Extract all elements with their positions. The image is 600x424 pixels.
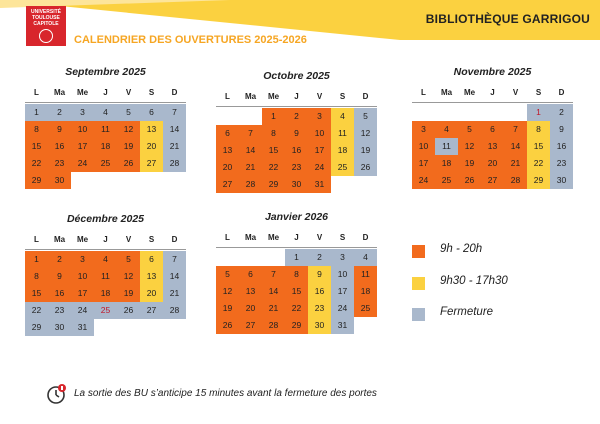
day-cell: 27 [239, 317, 262, 334]
day-cell: 3 [71, 104, 94, 121]
day-cell: 30 [550, 172, 573, 189]
day-cell: 11 [331, 125, 354, 142]
weekday-header: L [34, 88, 39, 97]
weekday-header: D [362, 233, 369, 242]
day-cell: 30 [48, 172, 71, 189]
day-cell: 19 [354, 142, 377, 159]
library-name: BIBLIOTHÈQUE GARRIGOU [425, 12, 590, 26]
day-cell: 13 [481, 138, 504, 155]
weekday-header: V [125, 235, 132, 244]
weekday-header: L [225, 233, 230, 242]
month-november [412, 66, 573, 196]
day-cell: 22 [25, 302, 48, 319]
day-cell: 10 [412, 138, 435, 155]
day-cell: 10 [71, 268, 94, 285]
weekday-header: S [339, 233, 346, 242]
day-cell: 1 [527, 104, 550, 121]
weekday-header: D [558, 88, 565, 97]
weekday-header: Me [267, 92, 280, 101]
weekday-header: V [125, 88, 132, 97]
day-cell: 14 [163, 268, 186, 285]
day-cell: 26 [117, 155, 140, 172]
month-december [25, 213, 186, 343]
day-cell: 2 [308, 249, 331, 266]
day-cell: 16 [285, 142, 308, 159]
day-cell: 10 [71, 121, 94, 138]
day-cell: 12 [117, 121, 140, 138]
day-cell: 4 [94, 104, 117, 121]
swatch-orange [412, 245, 425, 258]
day-cell: 13 [216, 142, 239, 159]
day-cell: 23 [48, 302, 71, 319]
day-cell: 14 [504, 138, 527, 155]
day-cell: 5 [216, 266, 239, 283]
day-cell: 7 [239, 125, 262, 142]
day-cell: 9 [285, 125, 308, 142]
weekday-header: Me [76, 235, 89, 244]
day-cell: 11 [435, 138, 458, 155]
day-cell: 12 [117, 268, 140, 285]
logo-line-3: CAPITOLE [33, 21, 59, 27]
day-cell: 25 [435, 172, 458, 189]
header-divider [25, 249, 186, 250]
day-cell: 28 [163, 302, 186, 319]
day-cell: 8 [285, 266, 308, 283]
day-cell: 23 [308, 300, 331, 317]
day-cell: 18 [354, 283, 377, 300]
weekday-header: J [294, 92, 299, 101]
day-cell: 23 [285, 159, 308, 176]
day-cell: 28 [262, 317, 285, 334]
day-cell: 31 [308, 176, 331, 193]
day-cell: 18 [331, 142, 354, 159]
day-cell: 17 [71, 138, 94, 155]
day-cell: 4 [354, 249, 377, 266]
day-cell: 25 [354, 300, 377, 317]
day-cell: 31 [71, 319, 94, 336]
day-cell: 29 [285, 317, 308, 334]
day-cell: 16 [48, 138, 71, 155]
weekday-header: S [148, 235, 155, 244]
month-september [25, 66, 186, 196]
clock-icon [46, 383, 68, 405]
day-cell: 22 [527, 155, 550, 172]
day-cell: 17 [331, 283, 354, 300]
day-cell: 16 [308, 283, 331, 300]
day-cell: 7 [262, 266, 285, 283]
day-cell: 9 [48, 268, 71, 285]
month-title: Septembre 2025 [65, 66, 146, 78]
day-cell: 7 [163, 251, 186, 268]
weekday-header: V [316, 233, 323, 242]
day-cell: 11 [94, 268, 117, 285]
day-cell: 14 [262, 283, 285, 300]
day-cell: 10 [308, 125, 331, 142]
day-cell: 11 [94, 121, 117, 138]
day-cell: 21 [163, 138, 186, 155]
day-cell: 5 [354, 108, 377, 125]
day-cell: 25 [331, 159, 354, 176]
day-cell: 3 [308, 108, 331, 125]
day-cell: 6 [239, 266, 262, 283]
day-cell: 4 [331, 108, 354, 125]
day-cell: 30 [308, 317, 331, 334]
day-cell: 26 [216, 317, 239, 334]
month-october [216, 70, 377, 200]
day-cell: 7 [163, 104, 186, 121]
day-cell: 25 [94, 155, 117, 172]
day-cell: 17 [71, 285, 94, 302]
day-cell: 12 [354, 125, 377, 142]
day-cell: 29 [25, 172, 48, 189]
day-cell: 24 [71, 302, 94, 319]
day-cell: 2 [550, 104, 573, 121]
day-cell: 21 [163, 285, 186, 302]
day-cell: 27 [216, 176, 239, 193]
day-cell: 24 [71, 155, 94, 172]
day-cell: 4 [94, 251, 117, 268]
day-cell: 15 [25, 285, 48, 302]
day-cell: 1 [285, 249, 308, 266]
weekday-header: V [316, 92, 323, 101]
day-cell: 15 [262, 142, 285, 159]
day-cell: 19 [117, 285, 140, 302]
day-cell: 23 [550, 155, 573, 172]
day-cell: 5 [117, 104, 140, 121]
day-cell: 15 [25, 138, 48, 155]
day-cell: 3 [412, 121, 435, 138]
swatch-gray [412, 308, 425, 321]
day-cell: 13 [239, 283, 262, 300]
weekday-header: S [535, 88, 542, 97]
day-cell: 17 [412, 155, 435, 172]
swatch-yellow [412, 277, 425, 290]
day-cell: 21 [262, 300, 285, 317]
day-cell: 8 [262, 125, 285, 142]
day-cell: 28 [163, 155, 186, 172]
logo-line-2: TOULOUSE [32, 15, 60, 21]
day-cell: 27 [481, 172, 504, 189]
day-cell: 15 [527, 138, 550, 155]
header-divider [216, 106, 377, 107]
day-cell: 9 [48, 121, 71, 138]
day-cell: 6 [140, 251, 163, 268]
weekday-header: L [34, 235, 39, 244]
day-cell: 29 [527, 172, 550, 189]
day-cell: 27 [140, 155, 163, 172]
day-cell: 13 [140, 268, 163, 285]
day-cell: 18 [94, 285, 117, 302]
legend-label: Fermeture [440, 306, 494, 318]
header-divider [25, 102, 186, 103]
day-cell: 19 [117, 138, 140, 155]
day-cell: 20 [481, 155, 504, 172]
day-cell: 8 [25, 268, 48, 285]
day-cell: 22 [285, 300, 308, 317]
weekday-header: V [512, 88, 519, 97]
day-cell: 6 [481, 121, 504, 138]
day-cell: 5 [117, 251, 140, 268]
calendar-title: CALENDRIER DES OUVERTURES 2025-2026 [74, 34, 307, 46]
day-cell: 20 [140, 138, 163, 155]
weekday-header: J [294, 233, 299, 242]
day-cell: 12 [458, 138, 481, 155]
day-cell: 29 [262, 176, 285, 193]
day-cell: 1 [25, 251, 48, 268]
day-cell: 10 [331, 266, 354, 283]
university-logo[interactable] [26, 6, 66, 46]
weekday-header: Ma [244, 233, 257, 242]
day-cell: 8 [25, 121, 48, 138]
weekday-header: J [103, 235, 108, 244]
day-cell: 18 [94, 138, 117, 155]
month-title: Décembre 2025 [66, 213, 145, 225]
day-cell: 14 [163, 121, 186, 138]
day-cell: 5 [458, 121, 481, 138]
weekday-header: Ma [53, 88, 66, 97]
day-cell: 6 [140, 104, 163, 121]
day-cell: 9 [308, 266, 331, 283]
weekday-header: Ma [53, 235, 66, 244]
day-cell: 17 [308, 142, 331, 159]
day-cell: 30 [285, 176, 308, 193]
day-cell: 26 [458, 172, 481, 189]
day-cell: 2 [48, 251, 71, 268]
day-cell: 21 [504, 155, 527, 172]
day-cell: 28 [239, 176, 262, 193]
weekday-header: Me [76, 88, 89, 97]
weekday-header: Ma [244, 92, 257, 101]
day-cell: 31 [331, 317, 354, 334]
weekday-header: S [339, 92, 346, 101]
month-january [216, 211, 377, 341]
day-cell: 14 [239, 142, 262, 159]
day-cell: 11 [354, 266, 377, 283]
day-cell: 7 [504, 121, 527, 138]
day-cell: 18 [435, 155, 458, 172]
day-cell: 12 [216, 283, 239, 300]
day-cell: 16 [48, 285, 71, 302]
day-cell: 4 [435, 121, 458, 138]
day-cell: 19 [458, 155, 481, 172]
day-cell: 3 [71, 251, 94, 268]
day-cell: 2 [285, 108, 308, 125]
day-cell: 16 [550, 138, 573, 155]
day-cell: 1 [262, 108, 285, 125]
day-cell: 27 [140, 302, 163, 319]
month-title: Janvier 2026 [264, 211, 329, 223]
day-cell: 24 [331, 300, 354, 317]
day-cell: 20 [216, 159, 239, 176]
day-cell: 26 [354, 159, 377, 176]
day-cell: 30 [48, 319, 71, 336]
day-cell: 24 [308, 159, 331, 176]
logo-line-1: UNIVERSITÉ [30, 9, 61, 15]
day-cell: 2 [48, 104, 71, 121]
day-cell: 22 [262, 159, 285, 176]
day-cell: 15 [285, 283, 308, 300]
legend-label: 9h30 - 17h30 [440, 275, 508, 287]
day-cell: 29 [25, 319, 48, 336]
weekday-header: L [225, 92, 230, 101]
seal-icon [39, 29, 53, 43]
header-divider [412, 102, 573, 103]
day-cell: 19 [216, 300, 239, 317]
day-cell: 9 [550, 121, 573, 138]
day-cell: 6 [216, 125, 239, 142]
day-cell: 8 [527, 121, 550, 138]
weekday-header: Me [463, 88, 476, 97]
note-text: La sortie des BU s’anticipe 15 minutes avant la fermeture des portes [74, 388, 377, 399]
day-cell: 25 [94, 302, 117, 319]
day-cell: 21 [239, 159, 262, 176]
weekday-header: D [171, 88, 178, 97]
day-cell: 3 [331, 249, 354, 266]
day-cell: 1 [25, 104, 48, 121]
day-cell: 26 [117, 302, 140, 319]
day-cell: 22 [25, 155, 48, 172]
day-cell: 20 [140, 285, 163, 302]
weekday-header: D [362, 92, 369, 101]
weekday-header: J [103, 88, 108, 97]
month-title: Octobre 2025 [263, 70, 330, 82]
weekday-header: J [490, 88, 495, 97]
day-cell: 23 [48, 155, 71, 172]
day-cell: 20 [239, 300, 262, 317]
weekday-header: Me [267, 233, 280, 242]
weekday-header: D [171, 235, 178, 244]
day-cell: 13 [140, 121, 163, 138]
weekday-header: Ma [440, 88, 453, 97]
day-cell: 28 [504, 172, 527, 189]
month-title: Novembre 2025 [453, 66, 532, 78]
day-cell: 24 [412, 172, 435, 189]
legend-label: 9h - 20h [440, 243, 483, 255]
weekday-header: S [148, 88, 155, 97]
header-divider [216, 247, 377, 248]
weekday-header: L [421, 88, 426, 97]
